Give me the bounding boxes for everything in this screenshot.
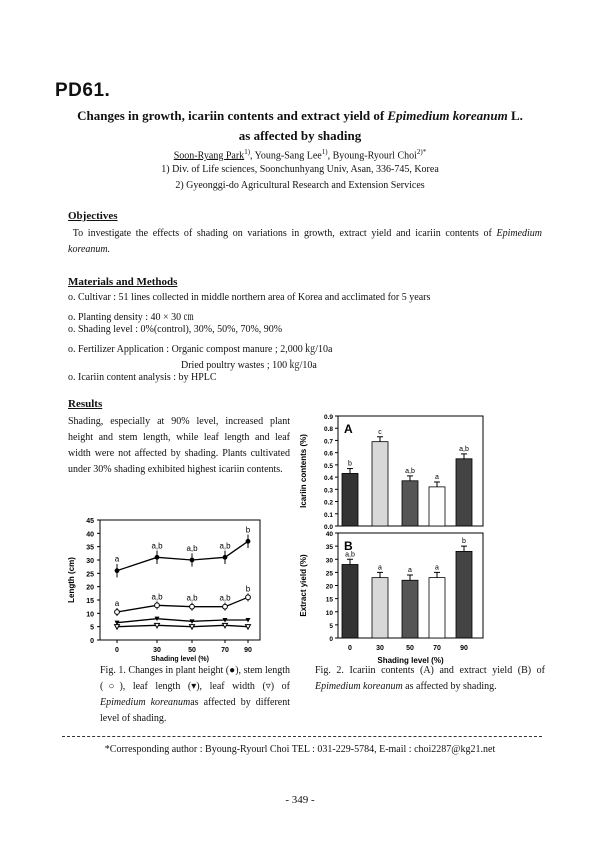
poster-id: PD61.: [55, 80, 111, 101]
significance-letter: a,b: [405, 467, 415, 475]
title-l: L.: [507, 108, 523, 123]
methods-line: o. Fertilizer Application : Organic compost manure ; 2,000 ㎏/10a: [68, 344, 333, 355]
y-axis-label: Length (cm): [67, 557, 76, 603]
page-number: - 349 -: [285, 794, 315, 806]
data-point: [115, 625, 120, 630]
x-tick-label: 50: [188, 647, 196, 654]
bar: [342, 473, 358, 526]
y-tick-label: 20: [86, 584, 94, 592]
y-tick-label: 5: [90, 624, 94, 632]
fig2-caption-suffix: as affected by shading.: [402, 681, 497, 692]
data-point: [115, 610, 120, 615]
objectives-heading: Objectives: [68, 210, 118, 222]
data-point: [223, 555, 228, 560]
y-tick-label: 0: [329, 636, 333, 643]
fig1-caption: [100, 663, 290, 727]
y-tick-label: 30: [325, 557, 333, 565]
objectives-text: [68, 226, 542, 258]
y-tick-label: 25: [325, 570, 333, 578]
fig2-bar-chart: [298, 408, 543, 666]
footnote-divider: [62, 736, 542, 737]
x-tick-label: 90: [460, 645, 468, 652]
significance-letter: a: [114, 599, 120, 608]
significance-letter: a: [114, 554, 120, 564]
y-tick-label: 45: [86, 518, 94, 525]
y-tick-label: 25: [86, 571, 94, 579]
bar: [429, 487, 445, 526]
affiliation-1: 1) Div. of Life sciences, Soonchunhyang Univ, Asan, 336-745, Korea: [161, 164, 439, 175]
bar: [429, 578, 445, 638]
significance-letter: a,b: [151, 541, 163, 551]
data-point: [155, 555, 160, 560]
y-tick-label: 0: [90, 638, 94, 645]
objectives-species: Epimedium koreanum.: [68, 228, 543, 255]
x-tick-label: 0: [115, 647, 119, 654]
y-tick-label: 0.2: [323, 499, 333, 507]
significance-letter: b: [348, 460, 352, 468]
fig1-caption-prefix: Fig. 1. Changes in plant height (●), stem length (○), leaf length (▾), leaf width (▿) of: [100, 665, 290, 692]
y-tick-label: 0.3: [323, 487, 333, 495]
bar: [372, 442, 388, 526]
data-point: [190, 625, 195, 630]
y-tick-label: 20: [325, 583, 333, 591]
significance-letter: a: [408, 567, 412, 574]
x-tick-label: 70: [433, 645, 441, 652]
y-tick-label: 5: [329, 622, 333, 630]
fig1-caption-species: Epimedium koreanum: [100, 697, 191, 708]
results-heading: Results: [68, 398, 103, 410]
y-tick-label: 40: [86, 531, 94, 539]
fig2-caption-species: Epimedium koreanum: [315, 681, 403, 692]
y-tick-label: 10: [325, 609, 333, 617]
data-point: [155, 603, 160, 608]
fig1-caption-suffix: as affected by different level of shading.: [100, 697, 290, 724]
y-tick-label: 0.4: [323, 475, 333, 483]
author-sup: 1): [321, 148, 328, 156]
series-line: [117, 619, 248, 623]
significance-letter: a,b: [219, 593, 231, 603]
y-tick-label: 15: [325, 596, 333, 604]
x-tick-label: 30: [376, 645, 384, 652]
bar: [456, 551, 472, 638]
results-text: Shading, especially at 90% level, increased plant height and stem length, while leaf length and leaf width were not affected by shading. Plants cultivated under 30% shading exhibited highest icariin contents.: [68, 416, 290, 475]
x-tick-label: 90: [244, 647, 252, 654]
y-tick-label: 0.7: [323, 438, 333, 446]
y-tick-label: 40: [325, 531, 333, 538]
panel-label: B: [344, 539, 353, 553]
y-axis-label: Icariin contents (%): [299, 434, 308, 508]
data-point: [190, 604, 195, 609]
significance-letter: a: [435, 474, 439, 481]
paper-title-line2: as affected by shading: [238, 128, 362, 143]
affiliation-2: 2) Gyeonggi-do Agricultural Research and Extension Services: [175, 180, 425, 191]
x-tick-label: 70: [221, 647, 229, 654]
fig1-line-chart: [62, 512, 272, 664]
data-point: [246, 595, 251, 600]
bar: [342, 565, 358, 639]
x-tick-label: 0: [348, 645, 352, 652]
author-name: Byoung-Ryourl Choi: [332, 150, 417, 162]
panel-label: A: [344, 422, 353, 436]
objectives-body: To investigate the effects of shading on variations in growth, extract yield and icariin contents of: [72, 228, 497, 239]
x-axis-label: Shading level (%): [377, 656, 444, 665]
y-tick-label: 0.0: [323, 524, 333, 531]
data-point: [155, 623, 160, 628]
y-tick-label: 0.8: [323, 426, 333, 434]
methods-heading: Materials and Methods: [68, 276, 178, 288]
significance-letter: b: [245, 525, 251, 535]
title-species: Epimedium koreanum: [387, 108, 508, 123]
y-tick-label: 0.9: [323, 414, 333, 421]
methods-line: o. Icariin content analysis : by HPLC: [68, 372, 217, 383]
methods-line: o. Planting density : 40 × 30 ㎝: [68, 312, 194, 323]
author-name: Young-Sang Lee: [254, 150, 322, 162]
y-tick-label: 0.5: [323, 462, 333, 470]
author-sup: 1): [244, 148, 251, 156]
bar: [456, 459, 472, 526]
methods-line: o. Cultivar : 51 lines collected in middle northern area of Korea and acclimated for 5 years: [68, 292, 431, 303]
data-point: [223, 623, 228, 628]
significance-letter: a,b: [151, 592, 163, 602]
significance-letter: a,b: [219, 541, 231, 551]
data-point: [115, 568, 120, 573]
corresponding-author: *Corresponding author : Byoung-Ryourl Choi TEL : 031-229-5784, E-mail : choi2287@kg21.net: [104, 744, 496, 755]
author-name: Soon-Ryang Park: [173, 150, 245, 162]
data-point: [246, 539, 251, 544]
author-sup: 2)*: [416, 148, 427, 156]
methods-line: o. Shading level : 0%(control), 30%, 50%, 70%, 90%: [68, 324, 283, 335]
y-tick-label: 10: [86, 611, 94, 619]
x-tick-label: 50: [406, 645, 414, 652]
y-tick-label: 30: [86, 558, 94, 565]
y-tick-label: 0.1: [323, 511, 333, 519]
significance-letter: b: [245, 584, 251, 594]
bar: [402, 481, 418, 526]
significance-letter: a,b: [345, 551, 355, 559]
significance-letter: b: [462, 538, 466, 546]
significance-letter: a: [435, 564, 439, 572]
significance-letter: c: [378, 428, 382, 436]
data-point: [190, 558, 195, 563]
significance-letter: a: [378, 564, 382, 572]
title-text: Changes in growth, icariin contents and extract yield of: [77, 108, 388, 123]
fig2-caption-prefix: Fig. 2. Icariin contents (A) and extract yield (B) of: [315, 665, 545, 676]
paper-title: [0, 108, 600, 124]
y-tick-label: 15: [86, 598, 94, 605]
series-line: [117, 625, 248, 626]
data-point: [246, 625, 251, 630]
x-axis-label: Shading level (%): [151, 656, 209, 663]
x-tick-label: 30: [153, 647, 161, 654]
author-list: Soon-Ryang Park$^{1)}$, Young-Sang Lee$^{1)}$, Byoung-Ryourl Choi$^{2)*}$: [173, 148, 427, 162]
bar: [372, 578, 388, 638]
y-tick-label: 35: [325, 544, 333, 552]
data-point: [223, 604, 228, 609]
methods-line: Dried poultry wastes ; 100 ㎏/10a: [181, 360, 317, 371]
fig2-caption: [315, 663, 545, 695]
bar: [402, 580, 418, 638]
y-tick-label: 35: [86, 544, 94, 552]
significance-letter: a,b: [186, 593, 198, 603]
y-tick-label: 0.6: [323, 450, 333, 458]
significance-letter: a,b: [459, 445, 469, 453]
y-axis-label: Extract yield (%): [299, 554, 308, 617]
significance-letter: a,b: [186, 544, 198, 553]
